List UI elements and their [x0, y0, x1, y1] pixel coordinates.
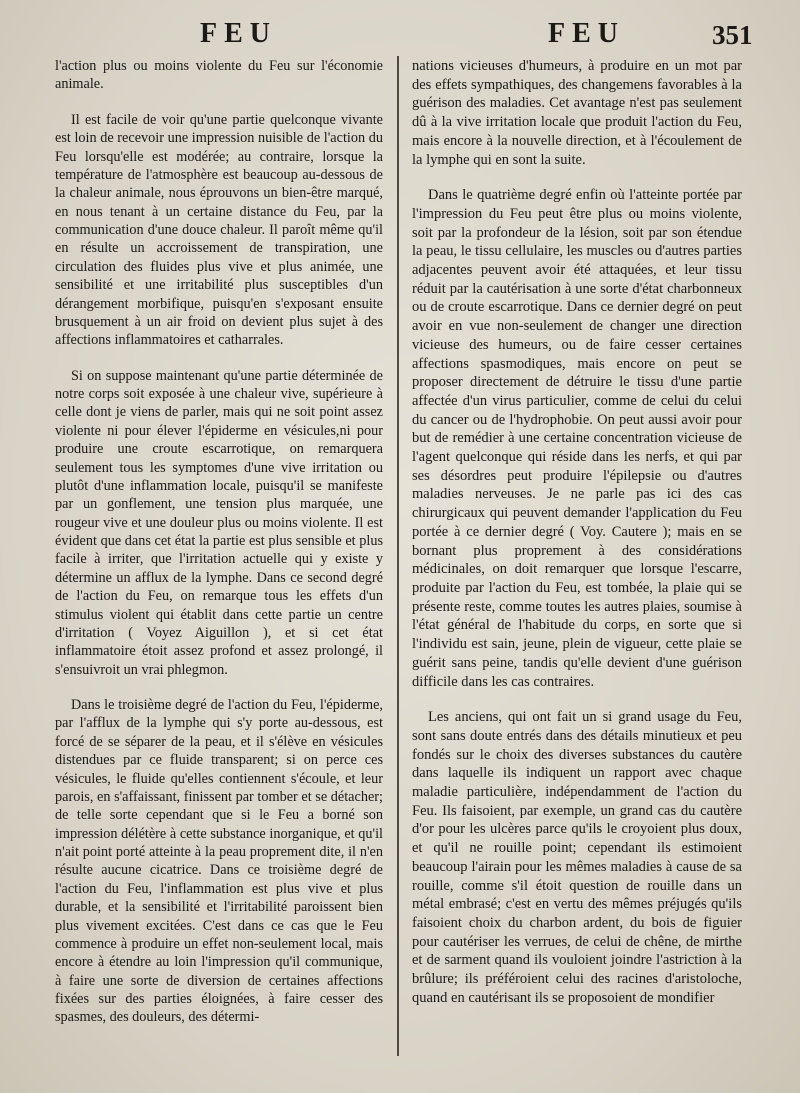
left-column: [55, 57, 383, 1044]
paragraph: Dans le troisième degré de l'action du Feu, l'épiderme, par l'afflux de la lymphe qui s'y porte au-dessous, est forcé de se séparer de la peau, et il s'élève en vésicules distendues par ce fluide transparent; si on perce ces vésicules, le fluide qu'elles contiennent s'écoule, et leur parois, en s'affaissant, finissent par tomber et se détacher; de telle sorte cependant que si le Feu a borné son impression délétère à cette substance inorganique, et qu'il n'ait point porté atteinte à la peau proprement dite, il n'en résulte aucune cicatrice. Dans ce troisième degré de l'action du Feu, l'inflammation est plus vive et plus durable, et la sensibilité et l'irritabilité paroissent bien plus vivement excitées. C'est dans ce cas que le Feu commence à produire un effet non-seulement local, mais encore à étendre au loin l'impression qu'il communique, à faire une sorte de diversion de certaines affections fixées sur des parties éloignées, à faire cesser des spasmes, des douleurs, des détermi-: [55, 697, 383, 1026]
paragraph: Dans le quatrième degré enfin où l'atteinte portée par l'impression du Feu peut être plus ou moins violente, soit par la profondeur de la lésion, soit par son étendue la peau, le tissu cellulaire, les muscles ou d'autres parties adjacentes peuvent avoir été attaquées, et leur tissu réduit par la cautérisation à une sorte d'état charbonneux ou de croute escarrotique. Dans ce dernier degré on peut avoir en vue non-seulement de changer une direction vicieuse des humeurs, ou de faire cesser certaines affections spasmodiques, mais encore on peut se proposer directement de détruire le tissu d'une partie affectée d'un virus particulier, comme de celui du celui du cancer ou de l'hydrophobie. On peut aussi avoir pour but de remédier à une certaine concentration vicieuse de l'agent quelconque qui réside dans les nerfs, et qui par ses désordres peut produire l'épilepsie ou d'autres maladies nerveuses. Je ne parle pas ici des cas chirurgicaux qui peuvent demander l'application du Feu portée à ce dernier degré ( Voy. Cautere ); mais en se bornant plus proprement à des considérations médicinales, on doit remarquer que lorsque l'escarre, produite par l'action du Feu, est tombée, la plaie qui se présente reste, comme toutes les autres plaies, soumise à l'état général de l'habitude du corps, en sorte que si l'individu est sain, jeune, plein de vigueur, cette plaie se guérit sans peine, tandis qu'elle devient d'une guérison difficile dans les cas contraires.: [412, 187, 742, 690]
paragraph: Si on suppose maintenant qu'une partie déterminée de notre corps soit exposée à une chaleur vive, supérieure à celle dont je viens de parler, mais qui ne soit point assez violente ni pour élever l'épiderme en vésicules,ni pour produire une croute escarrotique, on remarquera seulement tous les symptomes d'une vive irritation ou plutôt d'une inflammation locale, puisqu'il se manifeste par un gonflement, une tension plus marquée, une rougeur vive et une douleur plus ou moins violente. Il est évident que dans cet état la partie est plus sensible et plus facile à irriter, que l'irritation actuelle qui y existe y détermine un afflux de la lymphe. Dans ce second degré de l'action du Feu, on remarque tous les effets d'un stimulus violent qui établit dans cette partie un centre d'irritation ( Voyez Aiguillon ), et si cet état inflammatoire étoit assez profond et assez prolongé, il s'ensuivroit un vrai phlegmon.: [55, 367, 383, 678]
page-number: 351: [712, 20, 753, 50]
right-column: [412, 57, 742, 1024]
column-divider: [397, 56, 399, 1056]
running-head: [0, 12, 800, 52]
paragraph: l'action plus ou moins violente du Feu sur l'économie animale.: [55, 58, 383, 93]
paragraph: Les anciens, qui ont fait un si grand usage du Feu, sont sans doute entrés dans des détails minutieux et peu fondés sur le choix des diverses substances du cautère dans laquelle ils indiquent un rapport avec chaque maladie particulière, indépendamment de l'action du Feu. Ils faisoient, par exemple, un grand cas du cautère d'or pour les ulcères parce qu'ils le croyoient plus doux, et qu'il ne rouille point; cependant ils estimoient beaucoup l'airain pour les mêmes maladies à cause de sa rouille, comme s'il étoit question de rouille dans un métal embrasé; c'est en vertu des mêmes préjugés qu'ils faisoient choix du charbon ardent, du bois de figuier pour cautériser les verrues, de celui de chêne, de mirthe et de sarment quand ils vouloient joindre l'astriction à la brûlure; ils préféroient celui des racines d'aristoloche, quand en cautérisant ils se proposoient de mondifier: [412, 709, 742, 1006]
right-running-title: FEU: [548, 18, 625, 49]
paragraph: nations vicieuses d'humeurs, à produire en un mot par des effets sympathiques, des changemens favorables à la guérison des maladies. Cet avantage n'est pas seulement dû à la vive irritation locale que produit l'action du Feu, mais encore à la nouvelle direction, et à l'écoulement de la lymphe qui en sont la suite.: [412, 58, 742, 168]
left-running-title: FEU: [200, 18, 277, 49]
paragraph: Il est facile de voir qu'une partie quelconque vivante est loin de recevoir une impression nuisible de l'action du Feu lorsqu'elle est modérée; au contraire, lorsque la température de l'atmosphère est beaucoup au-dessous de la chaleur animale, nous éprouvons un bien-être marqué, en nous tenant à un certaine distance du Feu, par la communication d'une douce chaleur. Il paroît même qu'il en résulte un accroissement de transpiration, une circulation des fluides plus vive et plus animée, une sensibilité et une irritabilité plus susceptibles d'un dérangement morbifique, puisqu'en s'exposant ensuite brusquement à un air froid on devient plus sujet à des affections inflammatoires et catharrales.: [55, 111, 383, 349]
